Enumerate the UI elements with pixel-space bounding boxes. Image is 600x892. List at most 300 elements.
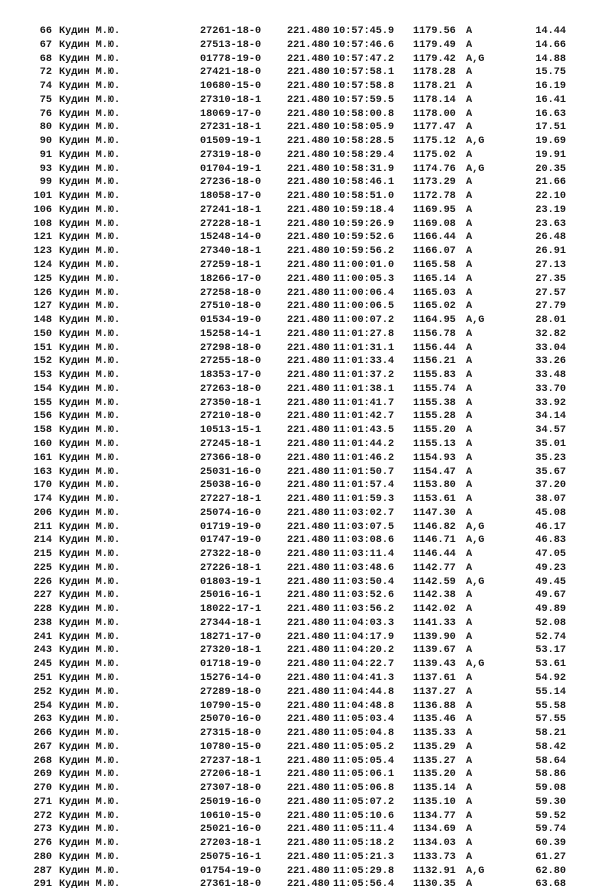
participant-name: Кудин М.Ю. xyxy=(59,645,121,657)
category-flags: A xyxy=(466,191,473,203)
arrival-time: 10:59:26.9 xyxy=(333,218,395,230)
arrival-time: 11:03:50.4 xyxy=(333,576,395,588)
participant-name: Кудин М.Ю. xyxy=(59,728,121,740)
speed-value: 1132.91 xyxy=(413,865,456,877)
table-row xyxy=(0,300,600,314)
category-flags: A xyxy=(466,631,473,643)
category-flags: A xyxy=(466,590,473,602)
participant-name: Кудин М.Ю. xyxy=(59,204,121,216)
distance-km: 221.480 xyxy=(287,590,330,602)
ring-number: 27319-18-0 xyxy=(200,149,262,161)
category-flags: A,G xyxy=(466,136,485,148)
points-value: 45.08 xyxy=(535,507,566,519)
points-value: 58.21 xyxy=(535,728,566,740)
distance-km: 221.480 xyxy=(287,163,330,175)
position-number: 280 xyxy=(33,851,52,863)
points-value: 53.17 xyxy=(535,645,566,657)
category-flags: A xyxy=(466,714,473,726)
position-number: 273 xyxy=(33,824,52,836)
category-flags: A xyxy=(466,356,473,368)
points-value: 27.35 xyxy=(535,273,566,285)
arrival-time: 10:58:31.9 xyxy=(333,163,395,175)
arrival-time: 11:03:02.7 xyxy=(333,507,395,519)
speed-value: 1155.20 xyxy=(413,425,456,437)
category-flags: A xyxy=(466,411,473,423)
arrival-time: 11:01:57.4 xyxy=(333,480,395,492)
category-flags: A xyxy=(466,824,473,836)
ring-number: 10790-15-0 xyxy=(200,700,262,712)
table-row xyxy=(0,700,600,714)
distance-km: 221.480 xyxy=(287,466,330,478)
category-flags: A xyxy=(466,741,473,753)
position-number: 161 xyxy=(33,452,52,464)
arrival-time: 11:04:20.2 xyxy=(333,645,395,657)
table-row xyxy=(0,424,600,438)
ring-number: 27210-18-0 xyxy=(200,411,262,423)
participant-name: Кудин М.Ю. xyxy=(59,26,121,37)
points-value: 49.45 xyxy=(535,576,566,588)
speed-value: 1139.90 xyxy=(413,631,456,643)
speed-value: 1165.03 xyxy=(413,287,456,299)
points-value: 49.89 xyxy=(535,604,566,616)
arrival-time: 11:05:04.8 xyxy=(333,728,395,740)
participant-name: Кудин М.Ю. xyxy=(59,824,121,836)
table-row xyxy=(0,851,600,865)
points-value: 63.68 xyxy=(535,879,566,891)
arrival-time: 10:57:58.1 xyxy=(333,67,395,79)
category-flags: A xyxy=(466,645,473,657)
ring-number: 10680-15-0 xyxy=(200,81,262,93)
speed-value: 1135.20 xyxy=(413,769,456,781)
table-row xyxy=(0,686,600,700)
table-row xyxy=(0,190,600,204)
distance-km: 221.480 xyxy=(287,824,330,836)
points-value: 15.75 xyxy=(535,67,566,79)
distance-km: 221.480 xyxy=(287,67,330,79)
speed-value: 1134.69 xyxy=(413,824,456,836)
arrival-time: 11:01:50.7 xyxy=(333,466,395,478)
position-number: 154 xyxy=(33,383,52,395)
speed-value: 1135.14 xyxy=(413,783,456,795)
points-value: 33.04 xyxy=(535,342,566,354)
table-row xyxy=(0,631,600,645)
participant-name: Кудин М.Ю. xyxy=(59,53,121,65)
table-row xyxy=(0,768,600,782)
table-row xyxy=(0,479,600,493)
ring-number: 25038-16-0 xyxy=(200,480,262,492)
participant-name: Кудин М.Ю. xyxy=(59,466,121,478)
participant-name: Кудин М.Ю. xyxy=(59,397,121,409)
results-table xyxy=(0,25,600,892)
speed-value: 1175.02 xyxy=(413,149,456,161)
ring-number: 15258-14-1 xyxy=(200,328,262,340)
table-row xyxy=(0,672,600,686)
distance-km: 221.480 xyxy=(287,838,330,850)
category-flags: A,G xyxy=(466,535,485,547)
arrival-time: 11:05:06.8 xyxy=(333,783,395,795)
ring-number: 27258-18-0 xyxy=(200,287,262,299)
participant-name: Кудин М.Ю. xyxy=(59,67,121,79)
ring-number: 25016-16-1 xyxy=(200,590,262,602)
speed-value: 1155.38 xyxy=(413,397,456,409)
distance-km: 221.480 xyxy=(287,576,330,588)
position-number: 211 xyxy=(33,521,52,533)
speed-value: 1137.61 xyxy=(413,672,456,684)
arrival-time: 11:05:06.1 xyxy=(333,769,395,781)
distance-km: 221.480 xyxy=(287,714,330,726)
table-row xyxy=(0,507,600,521)
distance-km: 221.480 xyxy=(287,604,330,616)
points-value: 59.52 xyxy=(535,810,566,822)
position-number: 99 xyxy=(39,177,52,189)
points-value: 32.82 xyxy=(535,328,566,340)
position-number: 241 xyxy=(33,631,52,643)
category-flags: A xyxy=(466,783,473,795)
points-value: 19.69 xyxy=(535,136,566,148)
table-row xyxy=(0,135,600,149)
category-flags: A xyxy=(466,604,473,616)
position-number: 108 xyxy=(33,218,52,230)
table-row xyxy=(0,369,600,383)
position-number: 251 xyxy=(33,672,52,684)
participant-name: Кудин М.Ю. xyxy=(59,576,121,588)
participant-name: Кудин М.Ю. xyxy=(59,507,121,519)
speed-value: 1137.27 xyxy=(413,686,456,698)
points-value: 52.74 xyxy=(535,631,566,643)
position-number: 124 xyxy=(33,260,52,272)
position-number: 123 xyxy=(33,246,52,258)
participant-name: Кудин М.Ю. xyxy=(59,108,121,120)
distance-km: 221.480 xyxy=(287,328,330,340)
participant-name: Кудин М.Ю. xyxy=(59,301,121,313)
arrival-time: 11:03:11.4 xyxy=(333,549,395,561)
table-row xyxy=(0,273,600,287)
ring-number: 18022-17-1 xyxy=(200,604,262,616)
arrival-time: 11:01:37.2 xyxy=(333,370,395,382)
category-flags: A xyxy=(466,507,473,519)
category-flags: A,G xyxy=(466,521,485,533)
arrival-time: 11:05:18.2 xyxy=(333,838,395,850)
arrival-time: 11:05:11.4 xyxy=(333,824,395,836)
table-row xyxy=(0,39,600,53)
speed-value: 1139.43 xyxy=(413,659,456,671)
speed-value: 1153.61 xyxy=(413,494,456,506)
ring-number: 27344-18-1 xyxy=(200,617,262,629)
position-number: 160 xyxy=(33,438,52,450)
participant-name: Кудин М.Ю. xyxy=(59,383,121,395)
speed-value: 1135.46 xyxy=(413,714,456,726)
position-number: 225 xyxy=(33,562,52,574)
ring-number: 01754-19-0 xyxy=(200,865,262,877)
position-number: 206 xyxy=(33,507,52,519)
ring-number: 27226-18-1 xyxy=(200,562,262,574)
participant-name: Кудин М.Ю. xyxy=(59,149,121,161)
points-value: 19.91 xyxy=(535,149,566,161)
distance-km: 221.480 xyxy=(287,81,330,93)
distance-km: 221.480 xyxy=(287,232,330,244)
arrival-time: 10:58:29.4 xyxy=(333,149,395,161)
ring-number: 25019-16-0 xyxy=(200,796,262,808)
table-row xyxy=(0,617,600,631)
table-row xyxy=(0,53,600,67)
ring-number: 27245-18-1 xyxy=(200,438,262,450)
position-number: 243 xyxy=(33,645,52,657)
category-flags: A xyxy=(466,232,473,244)
position-number: 266 xyxy=(33,728,52,740)
ring-number: 15276-14-0 xyxy=(200,672,262,684)
position-number: 270 xyxy=(33,783,52,795)
table-row xyxy=(0,342,600,356)
points-value: 46.17 xyxy=(535,521,566,533)
arrival-time: 11:05:21.3 xyxy=(333,851,395,863)
position-number: 80 xyxy=(39,122,52,134)
ring-number: 27307-18-0 xyxy=(200,783,262,795)
participant-name: Кудин М.Ю. xyxy=(59,672,121,684)
table-row xyxy=(0,589,600,603)
category-flags: A xyxy=(466,452,473,464)
points-value: 17.51 xyxy=(535,122,566,134)
arrival-time: 10:59:52.6 xyxy=(333,232,395,244)
speed-value: 1134.77 xyxy=(413,810,456,822)
points-value: 33.92 xyxy=(535,397,566,409)
ring-number: 01778-19-0 xyxy=(200,53,262,65)
category-flags: A xyxy=(466,67,473,79)
category-flags: A xyxy=(466,108,473,120)
speed-value: 1154.47 xyxy=(413,466,456,478)
category-flags: A xyxy=(466,838,473,850)
arrival-time: 11:00:06.4 xyxy=(333,287,395,299)
category-flags: A xyxy=(466,494,473,506)
position-number: 238 xyxy=(33,617,52,629)
arrival-time: 11:03:56.2 xyxy=(333,604,395,616)
participant-name: Кудин М.Ю. xyxy=(59,136,121,148)
distance-km: 221.480 xyxy=(287,438,330,450)
position-number: 269 xyxy=(33,769,52,781)
table-row xyxy=(0,397,600,411)
points-value: 34.14 xyxy=(535,411,566,423)
points-value: 27.57 xyxy=(535,287,566,299)
speed-value: 1135.27 xyxy=(413,755,456,767)
points-value: 27.13 xyxy=(535,260,566,272)
distance-km: 221.480 xyxy=(287,851,330,863)
ring-number: 27350-18-1 xyxy=(200,397,262,409)
arrival-time: 11:05:07.2 xyxy=(333,796,395,808)
points-value: 54.92 xyxy=(535,672,566,684)
participant-name: Кудин М.Ю. xyxy=(59,342,121,354)
ring-number: 27366-18-0 xyxy=(200,452,262,464)
table-row xyxy=(0,176,600,190)
ring-number: 01719-19-0 xyxy=(200,521,262,533)
category-flags: A xyxy=(466,370,473,382)
ring-number: 27237-18-1 xyxy=(200,755,262,767)
distance-km: 221.480 xyxy=(287,879,330,891)
ring-number: 18271-17-0 xyxy=(200,631,262,643)
arrival-time: 11:01:44.2 xyxy=(333,438,395,450)
distance-km: 221.480 xyxy=(287,342,330,354)
category-flags: A,G xyxy=(466,53,485,65)
ring-number: 10780-15-0 xyxy=(200,741,262,753)
arrival-time: 10:58:05.9 xyxy=(333,122,395,134)
points-value: 46.83 xyxy=(535,535,566,547)
distance-km: 221.480 xyxy=(287,218,330,230)
participant-name: Кудин М.Ю. xyxy=(59,273,121,285)
participant-name: Кудин М.Ю. xyxy=(59,810,121,822)
table-row xyxy=(0,603,600,617)
participant-name: Кудин М.Ю. xyxy=(59,356,121,368)
speed-value: 1146.82 xyxy=(413,521,456,533)
table-row xyxy=(0,741,600,755)
distance-km: 221.480 xyxy=(287,769,330,781)
table-row xyxy=(0,521,600,535)
points-value: 22.10 xyxy=(535,191,566,203)
speed-value: 1156.44 xyxy=(413,342,456,354)
distance-km: 221.480 xyxy=(287,273,330,285)
participant-name: Кудин М.Ю. xyxy=(59,755,121,767)
position-number: 227 xyxy=(33,590,52,602)
speed-value: 1179.49 xyxy=(413,39,456,51)
arrival-time: 11:04:03.3 xyxy=(333,617,395,629)
distance-km: 221.480 xyxy=(287,783,330,795)
participant-name: Кудин М.Ю. xyxy=(59,232,121,244)
position-number: 75 xyxy=(39,94,52,106)
points-value: 33.26 xyxy=(535,356,566,368)
ring-number: 27236-18-0 xyxy=(200,177,262,189)
position-number: 291 xyxy=(33,879,52,891)
position-number: 252 xyxy=(33,686,52,698)
participant-name: Кудин М.Ю. xyxy=(59,838,121,850)
points-value: 16.41 xyxy=(535,94,566,106)
ring-number: 01534-19-0 xyxy=(200,315,262,327)
points-value: 61.27 xyxy=(535,851,566,863)
participant-name: Кудин М.Ю. xyxy=(59,851,121,863)
ring-number: 27228-18-1 xyxy=(200,218,262,230)
participant-name: Кудин М.Ю. xyxy=(59,370,121,382)
arrival-time: 11:01:27.8 xyxy=(333,328,395,340)
arrival-time: 11:05:03.4 xyxy=(333,714,395,726)
arrival-time: 10:58:00.8 xyxy=(333,108,395,120)
points-value: 55.14 xyxy=(535,686,566,698)
ring-number: 27298-18-0 xyxy=(200,342,262,354)
table-row xyxy=(0,727,600,741)
ring-number: 27263-18-0 xyxy=(200,383,262,395)
points-value: 33.70 xyxy=(535,383,566,395)
points-value: 34.57 xyxy=(535,425,566,437)
table-row xyxy=(0,80,600,94)
category-flags: A xyxy=(466,122,473,134)
position-number: 215 xyxy=(33,549,52,561)
ring-number: 27261-18-0 xyxy=(200,26,262,37)
table-row xyxy=(0,837,600,851)
participant-name: Кудин М.Ю. xyxy=(59,714,121,726)
speed-value: 1174.76 xyxy=(413,163,456,175)
speed-value: 1166.07 xyxy=(413,246,456,258)
points-value: 58.86 xyxy=(535,769,566,781)
position-number: 272 xyxy=(33,810,52,822)
points-value: 59.74 xyxy=(535,824,566,836)
points-value: 60.39 xyxy=(535,838,566,850)
table-row xyxy=(0,204,600,218)
distance-km: 221.480 xyxy=(287,108,330,120)
arrival-time: 11:03:07.5 xyxy=(333,521,395,533)
arrival-time: 10:57:46.6 xyxy=(333,39,395,51)
distance-km: 221.480 xyxy=(287,672,330,684)
table-row xyxy=(0,658,600,672)
participant-name: Кудин М.Ю. xyxy=(59,287,121,299)
position-number: 101 xyxy=(33,191,52,203)
distance-km: 221.480 xyxy=(287,741,330,753)
points-value: 35.67 xyxy=(535,466,566,478)
arrival-time: 11:05:29.8 xyxy=(333,865,395,877)
table-row xyxy=(0,562,600,576)
arrival-time: 11:01:33.4 xyxy=(333,356,395,368)
participant-name: Кудин М.Ю. xyxy=(59,783,121,795)
points-value: 37.20 xyxy=(535,480,566,492)
position-number: 245 xyxy=(33,659,52,671)
arrival-time: 11:01:31.1 xyxy=(333,342,395,354)
distance-km: 221.480 xyxy=(287,370,330,382)
position-number: 66 xyxy=(39,26,52,37)
position-number: 90 xyxy=(39,136,52,148)
table-row xyxy=(0,259,600,273)
position-number: 150 xyxy=(33,328,52,340)
ring-number: 25075-16-1 xyxy=(200,851,262,863)
participant-name: Кудин М.Ю. xyxy=(59,191,121,203)
participant-name: Кудин М.Ю. xyxy=(59,315,121,327)
points-value: 52.08 xyxy=(535,617,566,629)
category-flags: A xyxy=(466,26,473,37)
category-flags: A xyxy=(466,39,473,51)
table-row xyxy=(0,438,600,452)
ring-number: 10610-15-0 xyxy=(200,810,262,822)
distance-km: 221.480 xyxy=(287,397,330,409)
participant-name: Кудин М.Ю. xyxy=(59,535,121,547)
arrival-time: 11:05:10.6 xyxy=(333,810,395,822)
points-value: 23.63 xyxy=(535,218,566,230)
position-number: 68 xyxy=(39,53,52,65)
distance-km: 221.480 xyxy=(287,94,330,106)
speed-value: 1156.21 xyxy=(413,356,456,368)
participant-name: Кудин М.Ю. xyxy=(59,218,121,230)
position-number: 174 xyxy=(33,494,52,506)
ring-number: 27421-18-0 xyxy=(200,67,262,79)
category-flags: A,G xyxy=(466,315,485,327)
speed-value: 1135.29 xyxy=(413,741,456,753)
arrival-time: 11:00:05.3 xyxy=(333,273,395,285)
participant-name: Кудин М.Ю. xyxy=(59,480,121,492)
category-flags: A xyxy=(466,149,473,161)
arrival-time: 11:01:59.3 xyxy=(333,494,395,506)
table-row xyxy=(0,108,600,122)
participant-name: Кудин М.Ю. xyxy=(59,39,121,51)
table-row xyxy=(0,121,600,135)
distance-km: 221.480 xyxy=(287,659,330,671)
arrival-time: 11:03:08.6 xyxy=(333,535,395,547)
table-row xyxy=(0,823,600,837)
category-flags: A xyxy=(466,273,473,285)
category-flags: A xyxy=(466,562,473,574)
points-value: 28.01 xyxy=(535,315,566,327)
speed-value: 1164.95 xyxy=(413,315,456,327)
position-number: 287 xyxy=(33,865,52,877)
speed-value: 1142.77 xyxy=(413,562,456,574)
arrival-time: 11:05:56.4 xyxy=(333,879,395,891)
distance-km: 221.480 xyxy=(287,411,330,423)
table-row xyxy=(0,383,600,397)
position-number: 76 xyxy=(39,108,52,120)
category-flags: A xyxy=(466,466,473,478)
speed-value: 1155.13 xyxy=(413,438,456,450)
table-row xyxy=(0,548,600,562)
